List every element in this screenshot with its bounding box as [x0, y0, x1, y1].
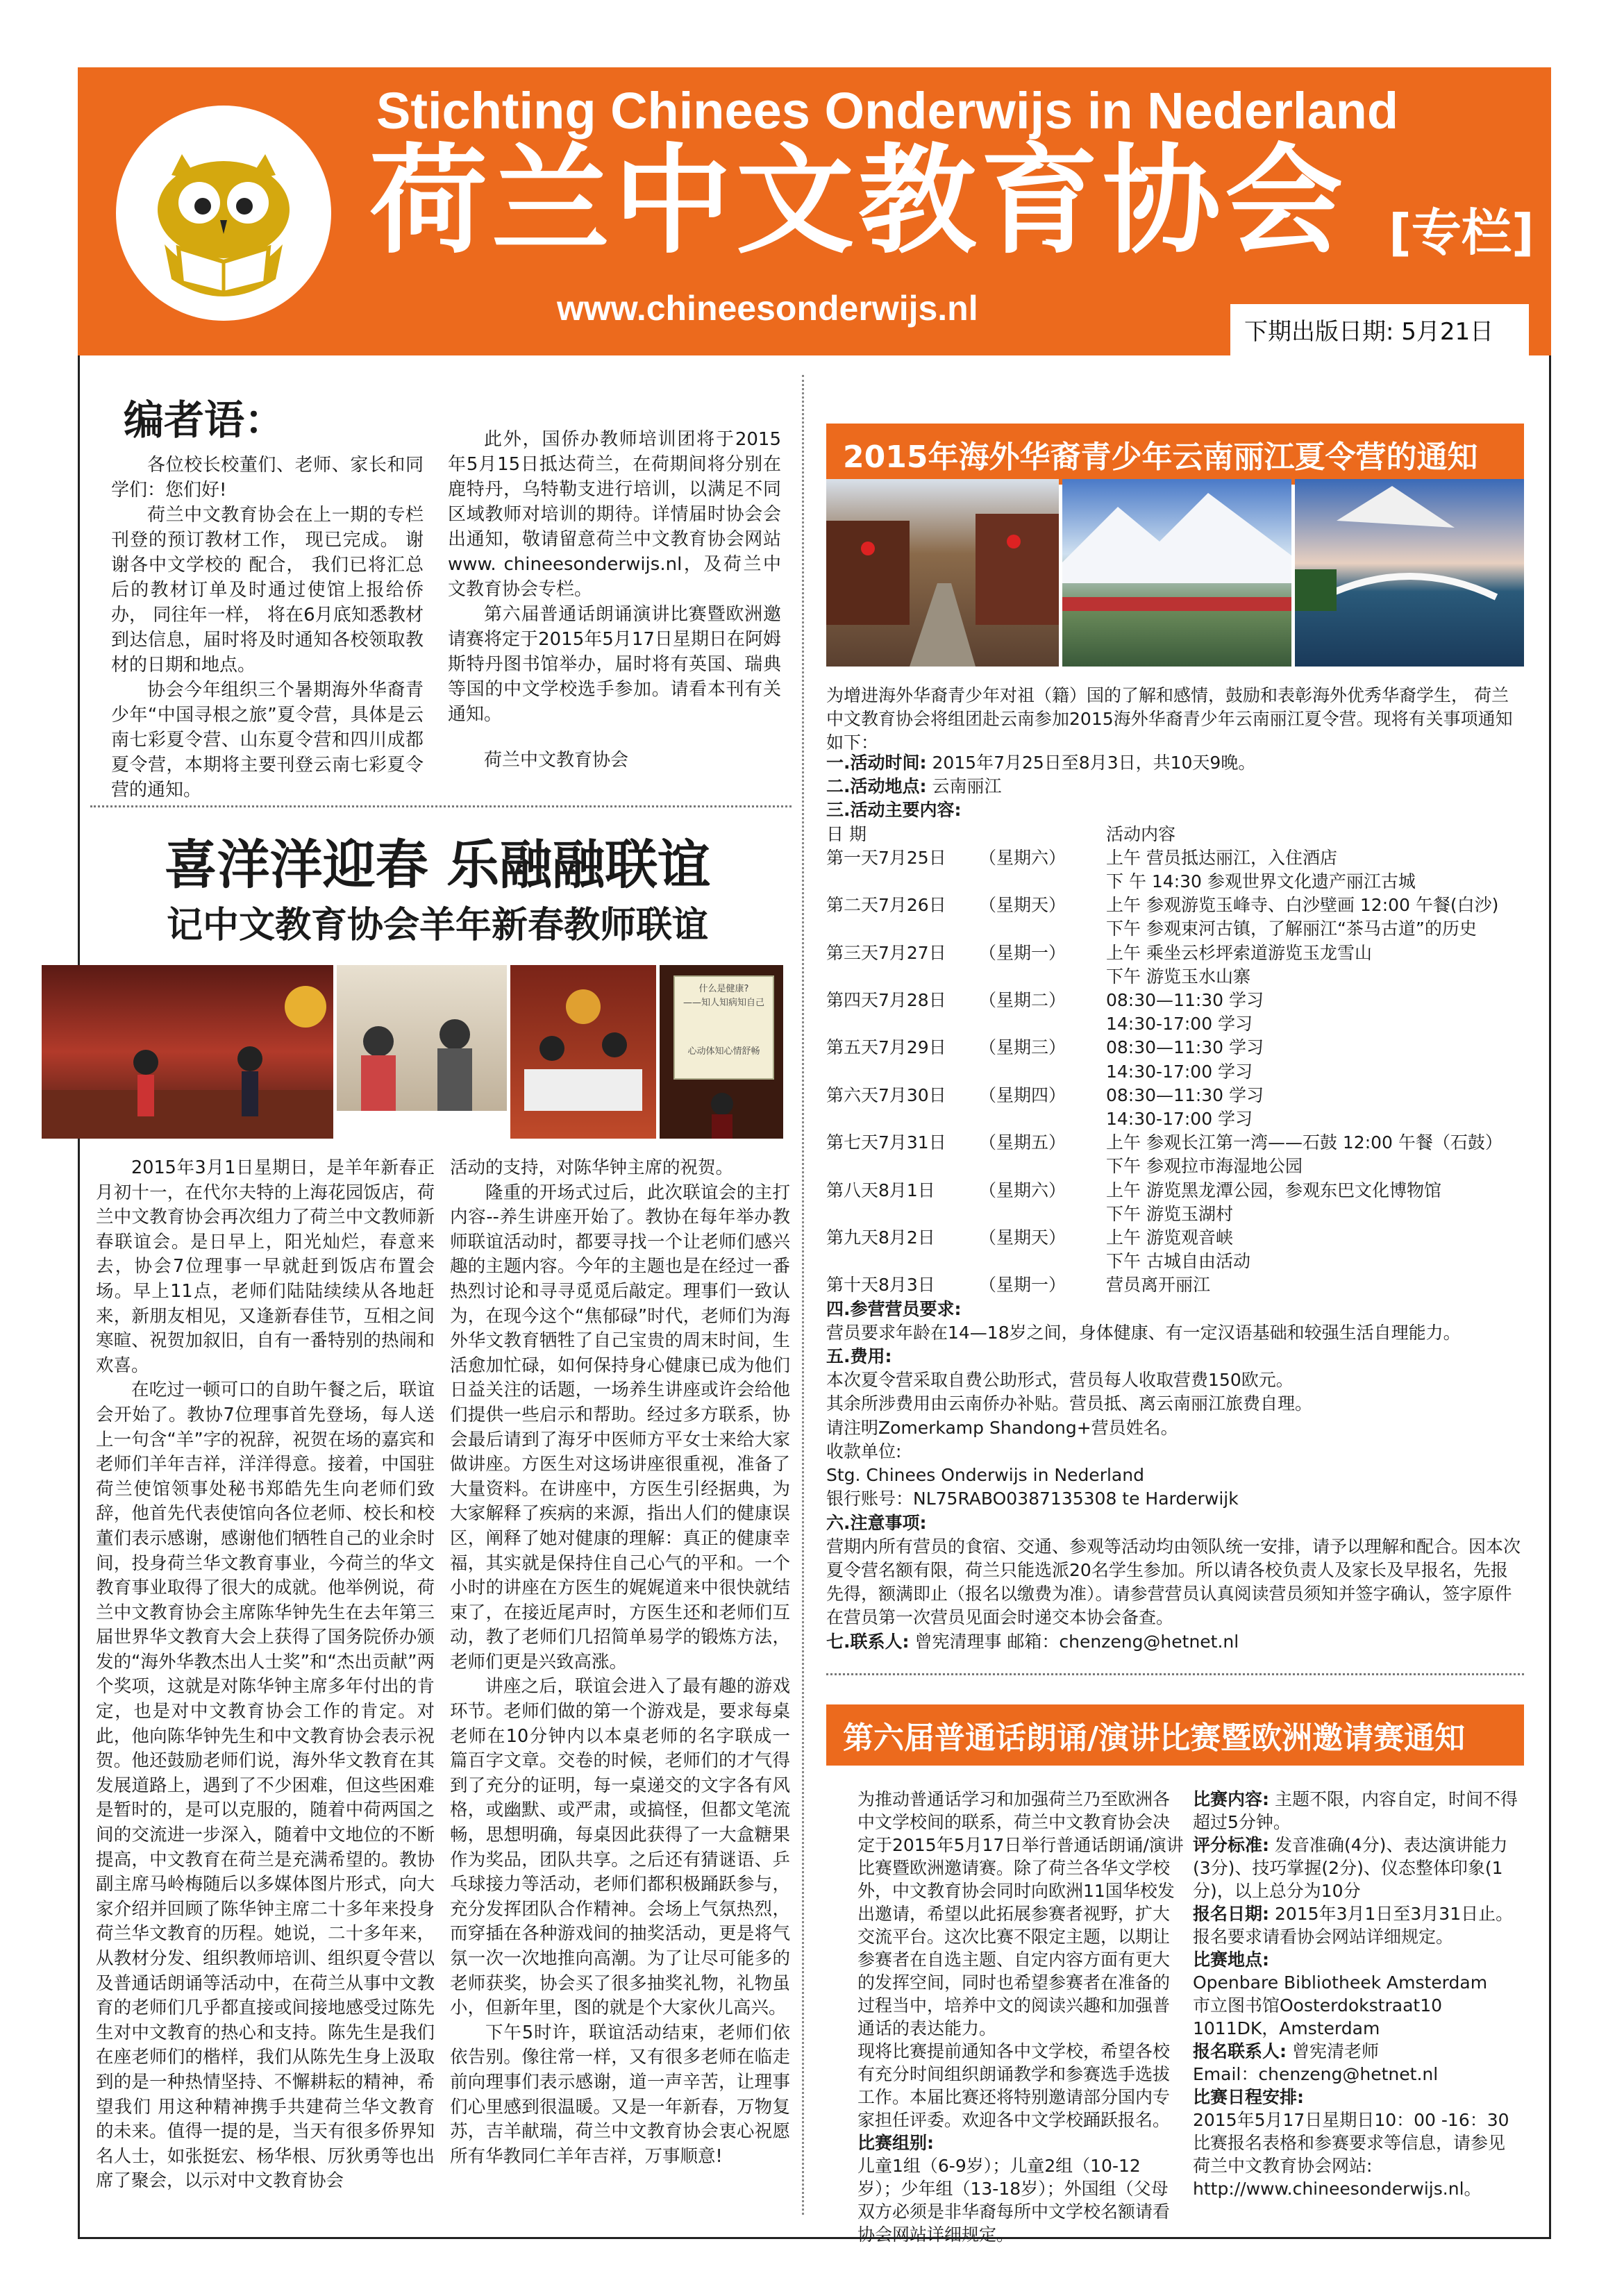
label: 比赛地点: [1193, 1950, 1269, 1970]
schedule-row [826, 1179, 1521, 1203]
fee-line: 请注明Zomerkamp Shandong+营员姓名。 [826, 1417, 1178, 1438]
schedule-table [826, 846, 1521, 1298]
signature: 荷兰中文教育协会 [484, 750, 629, 771]
value: 曾宪清老师 [1291, 2041, 1379, 2061]
column-header: 日 期 [826, 823, 867, 844]
schedule-row [826, 1060, 1521, 1084]
schedule-row [826, 965, 1521, 989]
schedule-activity: 上午 游览观音峡 [1106, 1227, 1233, 1248]
schedule-activity: 上午 参观游览玉峰寺、白沙壁画 12:00 午餐(白沙) [1106, 895, 1499, 916]
schedule-date: 第六天7月30日 [826, 1084, 946, 1105]
paragraph: 此外，国侨办教师培训团将于2015年5月15日抵达荷兰，在荷期间将分别在鹿特丹，乌特勒支进行培训，以满足不同区域教师对培训的期待。详情届时协会会出通知，敬请留意荷兰中文教育协会网站www. chineesonderwijs.nl，及荷兰中文教育协会专栏。 [448, 429, 781, 600]
label: 比赛日程安排: [1193, 2087, 1304, 2107]
website-link[interactable]: www.chineesonderwijs.nl [557, 289, 978, 328]
contest-notice-title: 第六届普通话朗诵/演讲比赛暨欧洲邀请赛通知 [826, 1704, 1524, 1766]
schedule-date [826, 1012, 979, 1036]
schedule-weekday: （星期一） [979, 1275, 1066, 1296]
camp-notice-title: 2015年海外华裔青少年云南丽江夏令营的通知 [826, 424, 1524, 485]
schedule-row [826, 870, 1521, 894]
owl-reading-book-icon [116, 106, 331, 321]
slide-heading: 什么是健康? [698, 984, 749, 994]
venue-line: 1011DK，Amsterdam [1193, 2018, 1380, 2038]
editor-note-title: 编者语： [124, 396, 285, 444]
schedule-activity: 14:30-17:00 学习 [1106, 1014, 1253, 1034]
schedule-row [826, 1012, 1521, 1036]
paragraph: 现将比赛提前通知各中文学校，希望各校有充分时间组织朗诵教学和参赛选手选拔工作。本届比赛还将特别邀请部分国内专家担任评委。欢迎各中文学校踊跃报名。 [857, 2041, 1171, 2130]
value: 云南丽江 [932, 776, 1002, 797]
schedule-date [826, 870, 979, 894]
paragraph: 协会今年组织三个暑期海外华裔青少年“中国寻根之旅”夏令营，具体是云南七彩夏令营、山东夏令营和四川成都夏令营，本期将主要刊登云南七彩夏令营的通知。 [111, 680, 424, 801]
schedule-row [826, 989, 1521, 1012]
schedule-activity: 08:30—11:30 学习 [1106, 990, 1264, 1011]
schedule-activity: 下午 参观拉市海湿地公园 [1106, 1156, 1303, 1177]
paragraph: 讲座之后，联谊会进入了最有趣的游戏环节。老师们做的第一个游戏是，要求每桌老师在10分钟内以本桌老师的名字联成一篇百字文章。交卷的时候，老师们的才气得到了充分的证明，每一桌递交的文字各有风格，或幽默、或严肃，或搞怪，但都文笔流畅，思想明确，每桌因此获得了一大盒糖果作为奖品，团队共享。之后还有猜谜语、乒乓球接力等活动，老师们都积极踊跃参与，充分发挥团队合作精神。会场上气氛热烈，而穿插在各种游戏间的抽奖活动，更是将气氛一次一次地推向高潮。为了让尽可能多的老师获奖，协会买了很多抽奖礼物，礼物虽小，但新年里，图的就是个大家伙儿高兴。 [450, 1676, 790, 2019]
schedule-weekday [979, 1155, 1090, 1178]
schedule-weekday [979, 1250, 1090, 1273]
fee-line: 本次夏令营采取自费公助形式，营员每人收取营费150欧元。 [826, 1370, 1294, 1391]
schedule-date: 第二天7月26日 [826, 895, 946, 916]
schedule-weekday: （星期六） [979, 847, 1066, 868]
paragraph: 2015年3月1日星期日，是羊年新春正月初十一，在代尔夫特的上海花园饭店，荷兰中文教育协会再次组力了荷兰中文教师新春联谊会。是日早上，阳光灿烂，春意来去，协会7位理事一早就赶到饭店布置会场。早上11点，老师们陆陆续续从各地赶来，新朋友相见，又逢新春佳节，互相之间寒暄、祝贺加叙旧，自有一番特别的热闹和欢喜。 [96, 1157, 435, 1376]
camp-details [826, 751, 1521, 1654]
editor-note-col2 [448, 427, 781, 773]
spring-article-col1 [96, 1156, 435, 2194]
schedule-activity: 14:30-17:00 学习 [1106, 1061, 1253, 1082]
contact-email[interactable]: Email：chenzeng@hetnet.nl [1193, 2064, 1439, 2084]
schedule-date: 第一天7月25日 [826, 847, 946, 868]
schedule-weekday [979, 1107, 1090, 1131]
column-divider [802, 375, 804, 2215]
schedule-row [826, 1273, 1521, 1297]
schedule-date: 第十天8月3日 [826, 1275, 935, 1296]
schedule-activity: 08:30—11:30 学习 [1106, 1084, 1264, 1105]
paragraph: 荷兰中文教育协会在上一期的专栏刊登的预订教材工作， 现已完成。 谢谢各中文学校的 配合， 我们已将汇总后的教材订单及时通过使馆上报给侨办， 同往年一样， 将在6月底知悉教材到达信息，届时将及时通知各校领取教材的日期和地点。 [111, 505, 424, 676]
schedule-weekday: （星期天） [979, 1227, 1066, 1248]
org-name-dutch: Stichting Chinees Onderwijs in Nederland [376, 82, 1399, 140]
column-header: 活动内容 [1106, 823, 1176, 844]
schedule-weekday [979, 870, 1090, 894]
label: 三.活动主要内容: [826, 800, 962, 821]
schedule-activity: 下午 游览玉湖村 [1106, 1203, 1233, 1224]
schedule-date [826, 1060, 979, 1084]
schedule-row [826, 917, 1521, 941]
schedule-weekday: （星期一） [979, 942, 1066, 963]
schedule-date: 第三天7月27日 [826, 942, 946, 963]
value: 2015年3月1日至3月31日止。报名要求请看协会网站详细规定。 [1193, 1904, 1514, 1947]
paragraph: 为推动普通话学习和加强荷兰乃至欧洲各中文学校间的联系，荷兰中文教育协会决定于2015年5月17日举行普通话朗诵/演讲比赛暨欧洲邀请赛。除了荷兰各华文学校外，中文教育协会同时向欧洲11国华校发出邀请，希望以此拓展参赛者视野，扩大交流平台。这次比赛不限定主题，以期让参赛者在自选主题、自定内容方面有更大的发挥空间，同时也希望参赛者在准备的过程当中，培养中文的阅读兴趣和加强普通话的表达能力。 [857, 1789, 1184, 2038]
schedule-activity: 下午 古城自由活动 [1106, 1251, 1250, 1272]
org-name-chinese: 荷兰中文教育协会 [369, 133, 1348, 270]
paragraph: 下午5时许，联谊活动结束，老师们依依告别。像往常一样，又有很多老师在临走前向理事们表示感谢，道一声辛苦，让理事们心里感到很温暖。又是一年新春，万物复苏，吉羊献瑞，荷兰中文教育协会衷心祝愿所有华教同仁羊年吉祥，万事顺意! [450, 2022, 790, 2167]
camp-photo-lake-bridge [1295, 479, 1524, 667]
next-issue-date: 下期出版日期: 5月21日 [1230, 304, 1529, 355]
schedule-row [826, 1250, 1521, 1273]
schedule-row [826, 1131, 1521, 1155]
masthead [78, 67, 1551, 355]
divider [90, 805, 792, 807]
schedule-activity: 14:30-17:00 学习 [1106, 1109, 1253, 1130]
event-photo-dinner [510, 965, 656, 1139]
paragraph: 第六届普通话朗诵演讲比赛暨欧洲邀请赛将定于2015年5月17日星期日在阿姆斯特丹图书馆举办，届时将有英国、瑞典等国的中文学校选手参加。请看本刊有关通知。 [448, 604, 781, 725]
paragraph: 隆重的开场式过后，此次联谊会的主打内容--养生讲座开始了。教协在每年举办教师联谊活动时，都要寻找一个让老师们感兴趣的主题内容。今年的主题也是在经过一番热烈讨论和寻寻觅觅后敲定。理事们一致认为，在现今这个“焦郁碌”时代，老师们为海外华文教育牺牲了自己宝贵的周末时间，生活愈加忙碌，如何保持身心健康已成为他们日益关注的话题，一场养生讲座或许会给他们提供一些启示和帮助。经过多方联系，协会最后请到了海牙中医师方平女士来给大家做讲座。方医生对这场讲座很重视，准备了大量资料。在讲座中，方医生引经据典，为大家解释了疾病的来源，指出人们的健康误区，阐释了她对健康的理解：真正的健康幸福，其实就是保持住自己心气的平和。一个小时的讲座在方医生的娓娓道来中很快就结束了，在接近尾声时，方医生还和老师们互动，教了老师们几招简单易学的锻炼方法，老师们更是兴致高涨。 [450, 1182, 790, 1673]
schedule-date: 第九天8月2日 [826, 1227, 935, 1248]
schedule-date [826, 965, 979, 989]
fee-line: 其余所涉费用由云南侨办补贴。营员抵、离云南丽江旅费自理。 [826, 1393, 1313, 1414]
schedule-row [826, 846, 1521, 870]
divider [826, 1673, 1524, 1675]
schedule-weekday [979, 965, 1090, 989]
label: 比赛组别: [857, 2133, 934, 2153]
schedule-activity: 下午 游览玉水山寨 [1106, 966, 1250, 987]
label: 七.联系人: [826, 1631, 910, 1652]
schedule-activity: 上午 参观长江第一湾——石鼓 12:00 午餐（石鼓） [1106, 1132, 1502, 1153]
schedule-row [826, 1084, 1521, 1107]
schedule-row [826, 1107, 1521, 1131]
schedule-activity: 08:30—11:30 学习 [1106, 1037, 1264, 1058]
schedule-weekday: （星期二） [979, 990, 1066, 1011]
fee-line: 收款单位: [826, 1441, 902, 1461]
label: 比赛内容: [1193, 1789, 1269, 1809]
schedule-weekday [979, 1012, 1090, 1036]
schedule-activity: 上午 游览黑龙潭公园，参观东巴文化博物馆 [1106, 1180, 1441, 1200]
event-photo-audience [337, 965, 507, 1139]
camp-photo-old-town [826, 479, 1059, 667]
event-photo-stage [42, 965, 333, 1139]
schedule-row [826, 1036, 1521, 1059]
schedule-row [826, 1226, 1521, 1250]
schedule-date [826, 917, 979, 941]
value: 2015年5月17日星期日10：00 -16：30 比赛报名表格和参赛要求等信息，请参见荷兰中文教育协会网站: http://www.chineesonderwijs.nl。 [1193, 2110, 1509, 2199]
camp-intro: 为增进海外华裔青少年对祖（籍）国的了解和感情，鼓励和表彰海外优秀华裔学生， 荷兰中文教育协会将组团赴云南参加2015海外华裔青少年云南丽江夏令营。现将有关事项通知如下： [826, 685, 1513, 753]
label: 评分标准: [1193, 1835, 1269, 1855]
value: 曾宪清理事 邮箱：chenzeng@hetnet.nl [914, 1631, 1239, 1652]
schedule-date [826, 1203, 979, 1226]
label: 二.活动地点: [826, 776, 927, 797]
schedule-activity: 营员离开丽江 [1106, 1275, 1211, 1296]
label: 报名日期: [1193, 1904, 1269, 1924]
schedule-weekday: （星期四） [979, 1084, 1066, 1105]
schedule-date [826, 1250, 979, 1273]
schedule-activity: 下午 参观束河古镇，了解丽江“茶马古道”的历史 [1106, 919, 1477, 939]
paragraph: 活动的支持，对陈华钟主席的祝贺。 [450, 1157, 734, 1178]
spring-article-subtitle: 记中文教育协会羊年新春教师联谊 [166, 905, 708, 946]
schedule-date [826, 1107, 979, 1131]
value: 发音准确(4分)、表达演讲能力(3分)、技巧掌握(2分)、仪态整体印象(1分)，以上总分为10分 [1193, 1835, 1508, 1901]
venue-line: Openbare Bibliotheek Amsterdam [1193, 1972, 1488, 1993]
schedule-row [826, 1203, 1521, 1226]
schedule-weekday: （星期六） [979, 1180, 1066, 1200]
schedule-row [826, 894, 1521, 917]
schedule-header [826, 823, 1521, 846]
value: 营期内所有营员的食宿、交通、参观等活动均由领队统一安排，请予以理解和配合。因本次夏令营名额有限，荷兰只能选派20名学生参加。所以请各校负责人及家长及早报名，先报先得，额满即止（报名以缴费为准）。请参营营员认真阅读营员须知并签字确认，签字原件在营员第一次营员见面会时递交本协会备查。 [826, 1536, 1521, 1628]
schedule-date [826, 1155, 979, 1178]
schedule-date: 第四天7月28日 [826, 990, 946, 1011]
label: 四.参营营员要求: [826, 1298, 962, 1319]
schedule-activity: 下 午 14:30 参观世界文化遗产丽江古城 [1106, 871, 1416, 892]
schedule-date: 第五天7月29日 [826, 1037, 946, 1058]
paragraph: 各位校长校董们、老师、家长和同学们：您们好! [111, 455, 424, 501]
value: 营员要求年龄在14—18岁之间，身体健康、有一定汉语基础和较强生活自理能力。 [826, 1322, 1461, 1343]
label: 五.费用: [826, 1346, 892, 1367]
label: 报名联系人: [1193, 2041, 1287, 2061]
schedule-date: 第七天7月31日 [826, 1132, 946, 1153]
value: 2015年7月25日至8月3日，共10天9晚。 [932, 753, 1256, 773]
schedule-weekday: （星期五） [979, 1132, 1066, 1153]
schedule-date: 第八天8月1日 [826, 1180, 935, 1200]
paragraph: 在吃过一顿可口的自助午餐之后，联谊会开始了。教协7位理事首先登场，每人送上一句含“羊”字的祝辞，祝贺在场的嘉宾和老师们羊年吉祥，洋洋得意。接着，中国驻荷兰使馆领事处秘书郑皓先生向老师们致辞，他首先代表使馆向各位老师、校长和校董们表示感谢，感谢他们牺牲自己的业余时间，投身荷兰华文教育事业，今荷兰的华文教育事业取得了很大的成就。他举例说，荷兰中文教育协会主席陈华钟先生在去年第三届世界华文教育大会上获得了国务院侨办颁发的“海外华教杰出人士奖”和“杰出贡献”两个奖项，这就是对陈华钟主席多年付出的肯定，也是对中文教育协会工作的肯定。对此，他向陈华钟先生和中文教育协会表示祝贺。他还鼓励老师们说，海外华文教育在其发展道路上，遇到了不少困难，但这些困难是暂时的，是可以克服的，随着中荷两国之间的交流进一步深入，随着中文地位的不断提高，中文教育在荷兰是充满希望的。教协副主席马岭梅随后以多媒体图片形式，向大家介绍并回顾了陈华钟主席二十多年来投身荷兰华文教育的历程。她说，二十多年来，从教材分发、组织教师培训、组织夏令营以及普通话朗诵等活动中，在荷兰从事中文教育的老师们几乎都直接或间接地感受过陈先生对中文教育的热心和支持。陈先生是我们在座老师们的楷样，我们从陈先生身上汲取到的是一种热情坚持、不懈耕耘的精神，希望我们 用这种精神携手共建荷兰华文教育的未来。值得一提的是，当天有很多侨界知名人士，如张挺宏、杨华根、厉狄勇等也出席了聚会，以示对中文教育协会 [96, 1380, 435, 2192]
event-photo-slide [660, 965, 783, 1139]
fee-line: Stg. Chinees Onderwijs in Nederland [826, 1465, 1144, 1486]
section-tag: [专栏] [1389, 203, 1534, 262]
spring-article-col2 [450, 1156, 790, 2169]
schedule-weekday: （星期三） [979, 1037, 1066, 1058]
schedule-activity: 上午 营员抵达丽江，入住酒店 [1106, 847, 1337, 868]
slide-line: 心动体知心情舒畅 [687, 1046, 760, 1057]
schedule-row [826, 1155, 1521, 1178]
contest-col2 [1193, 1788, 1519, 2200]
spring-article-title: 喜洋洋迎春 乐融融联谊 [164, 834, 711, 896]
schedule-activity: 上午 乘坐云杉坪索道游览玉龙雪山 [1106, 942, 1372, 963]
editor-note-col1 [111, 453, 424, 803]
slide-line: ——知人知病知自己 [683, 998, 764, 1008]
contest-col1 [857, 1788, 1184, 2246]
value: 儿童1组（6-9岁）；儿童2组（10-12岁）；少年组（13-18岁）；外国组（父母双方必须是非华裔每所中文学校名额请看协会网站详细规定。 [857, 2156, 1171, 2245]
label: 一.活动时间: [826, 753, 927, 773]
camp-photo-snow-mountain [1062, 479, 1291, 667]
fee-line: 银行账号：NL75RABO0387135308 te Harderwijk [826, 1489, 1239, 1509]
schedule-weekday [979, 1203, 1090, 1226]
schedule-row [826, 941, 1521, 965]
value: 主题不限，内容自定，时间不得超过5分钟。 [1193, 1789, 1518, 1832]
venue-line: 市立图书馆Oosterdokstraat10 [1193, 1995, 1443, 2016]
label: 六.注意事项: [826, 1512, 927, 1533]
schedule-weekday [979, 1060, 1090, 1084]
schedule-weekday [979, 917, 1090, 941]
schedule-weekday: （星期天） [979, 895, 1066, 916]
